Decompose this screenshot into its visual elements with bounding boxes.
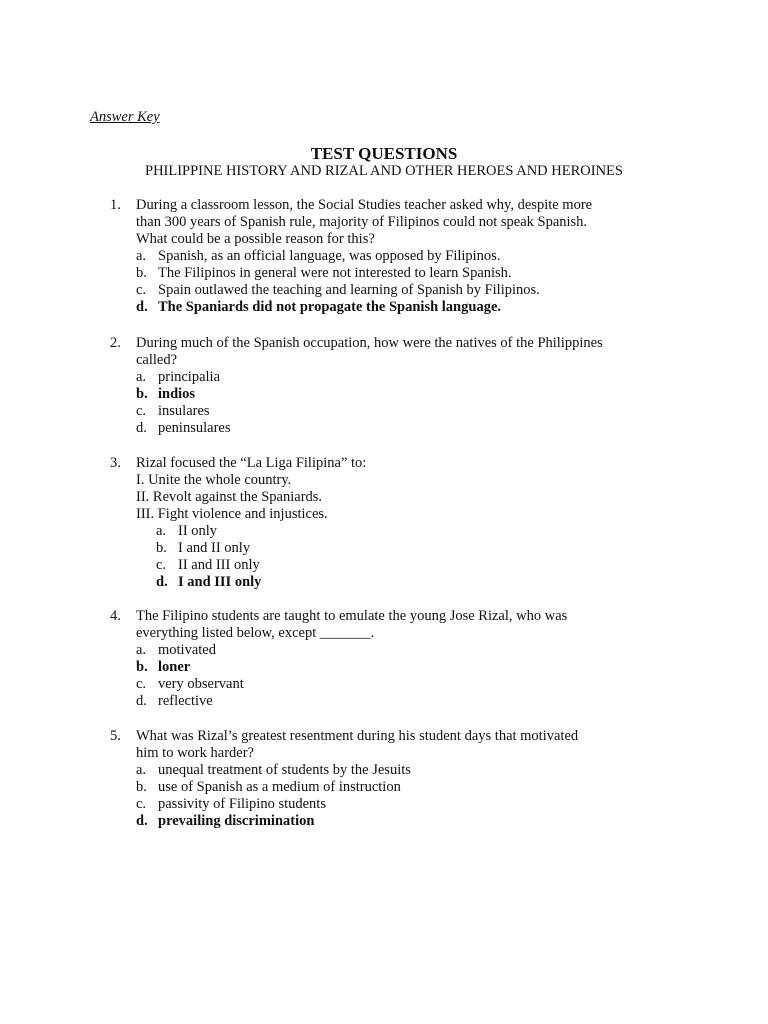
option-letter: d. [136,299,148,315]
option-letter: d. [156,574,168,590]
option-text: I and III only [178,574,262,590]
question-text-line: Rizal focused the “La Liga Filipina” to: [136,455,367,471]
option-text: prevailing discrimination [158,813,315,829]
option-c [136,676,690,693]
option-text: passivity of Filipino students [158,796,326,812]
question-number: 2. [110,335,121,351]
option-letter: d. [136,693,147,709]
option-text: unequal treatment of students by the Jesuits [158,762,411,778]
option-text: II only [178,523,218,539]
option-text: very observant [158,676,244,692]
question-text-line: called? [136,352,178,368]
option-b [156,540,690,557]
option-b-correct [136,659,690,676]
question-4 [110,608,690,710]
option-b-correct [136,386,690,403]
statement-i: I. Unite the whole country. [136,472,292,488]
option-letter: b. [136,779,147,795]
option-d-correct [136,813,690,830]
option-letter: c. [136,796,147,812]
question-number: 4. [110,608,121,624]
question-text-line: than 300 years of Spanish rule, majority of Filipinos could not speak Spanish. [136,214,588,230]
option-c [136,282,690,299]
option-text: peninsulares [158,420,231,436]
option-a [156,523,690,540]
option-letter: c. [136,403,147,419]
option-text: The Filipinos in general were not interested to learn Spanish. [158,265,512,281]
option-a [136,642,690,659]
option-letter: c. [136,676,147,692]
option-letter: d. [136,813,148,829]
option-a [136,248,690,265]
page-title: TEST QUESTIONS [310,144,458,163]
question-number: 3. [110,455,121,471]
question-text-line: What was Rizal’s greatest resentment during his student days that motivated [136,728,579,744]
question-text-line: During much of the Spanish occupation, how were the natives of the Philippines [136,335,603,351]
option-text: Spain outlawed the teaching and learning of Spanish by Filipinos. [158,282,540,298]
option-a [136,762,690,779]
option-a [136,369,690,386]
question-text-line: The Filipino students are taught to emulate the young Jose Rizal, who was [136,608,568,624]
option-text: use of Spanish as a medium of instruction [158,779,401,795]
option-text: The Spaniards did not propagate the Spanish language. [158,299,502,315]
option-letter: a. [136,642,147,658]
option-c [136,403,690,420]
page-subtitle: PHILIPPINE HISTORY AND RIZAL AND OTHER HEROES AND HEROINES [145,163,623,179]
option-letter: a. [136,248,147,264]
option-letter: a. [156,523,167,539]
option-c [156,557,690,574]
option-text: Spanish, as an official language, was opposed by Filipinos. [158,248,501,264]
option-text: loner [158,659,191,675]
answer-key-label: Answer Key [90,109,160,125]
option-letter: a. [136,762,147,778]
option-b [136,779,690,796]
question-text-line: During a classroom lesson, the Social Studies teacher asked why, despite more [136,197,593,213]
option-letter: d. [136,420,147,436]
option-d-correct [136,299,690,316]
question-text-line: What could be a possible reason for this? [136,231,375,247]
option-text: principalia [158,369,221,385]
option-text: indios [158,386,196,402]
statement-iii: III. Fight violence and injustices. [136,506,328,522]
question-text-line: everything listed below, except _______. [136,625,375,641]
option-d [136,420,690,437]
option-c [136,796,690,813]
option-d-correct [156,574,690,591]
option-text: I and II only [178,540,251,556]
option-text: motivated [158,642,216,658]
option-d [136,693,690,710]
question-3 [110,455,690,591]
question-5 [110,728,690,830]
question-number: 5. [110,728,121,744]
option-text: reflective [158,693,213,709]
question-1 [110,197,690,316]
option-text: insulares [158,403,210,419]
option-letter: b. [156,540,167,556]
option-letter: b. [136,386,148,402]
question-2 [110,335,690,437]
option-letter: b. [136,265,147,281]
option-b [136,265,690,282]
question-number: 1. [110,197,121,213]
option-letter: a. [136,369,147,385]
option-letter: b. [136,659,148,675]
option-text: II and III only [178,557,260,573]
question-text-line: him to work harder? [136,745,254,761]
option-letter: c. [156,557,167,573]
option-letter: c. [136,282,147,298]
statement-ii: II. Revolt against the Spaniards. [136,489,323,505]
